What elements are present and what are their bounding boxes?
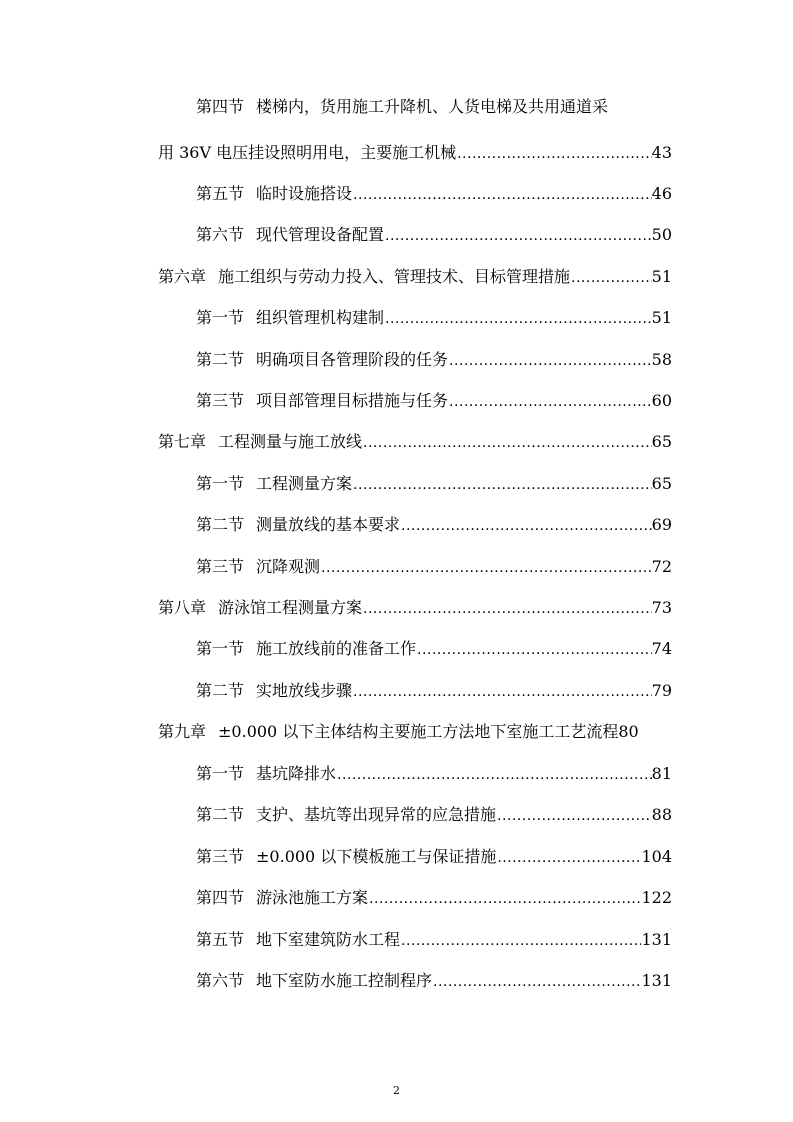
toc-leader-dots <box>448 392 652 411</box>
toc-leader-dots <box>400 516 652 535</box>
toc-entry-title: ±0.000 以下模板施工与保证措施 <box>256 847 497 866</box>
toc-leader-dots <box>352 185 652 204</box>
toc-chapter-number: 第八章 <box>158 598 207 617</box>
toc-entry-number: 第一节 <box>196 308 245 327</box>
toc-entry-number: 第一节 <box>196 639 245 658</box>
toc-entry[interactable] <box>196 681 672 701</box>
toc-entry-number: 第六节 <box>196 971 245 990</box>
toc-page-number: 51 <box>651 308 672 327</box>
toc-entry[interactable] <box>196 639 672 659</box>
toc-entry-number: 第三节 <box>196 557 245 576</box>
toc-page-number: 46 <box>651 184 672 203</box>
toc-entry-title: 沉降观测 <box>256 557 321 576</box>
toc-entry-number: 第四节 <box>196 97 245 116</box>
toc-page-number: 58 <box>651 350 672 369</box>
toc-chapter-title: 游泳馆工程测量方案 <box>218 598 363 617</box>
toc-page-number: 131 <box>641 930 672 949</box>
toc-chapter-number: 第七章 <box>158 432 207 451</box>
toc-entry-number: 第一节 <box>196 474 245 493</box>
toc-entry-number: 第五节 <box>196 930 245 949</box>
toc-entry-number: 第二节 <box>196 805 245 824</box>
toc-page-number: 81 <box>651 764 672 783</box>
toc-entry-number: 第二节 <box>196 515 245 534</box>
toc-page-number: 122 <box>641 888 672 907</box>
toc-leader-dots <box>368 889 641 908</box>
toc-entry[interactable] <box>196 805 672 825</box>
toc-leader-dots <box>384 309 652 328</box>
toc-entry-number: 第六节 <box>196 225 245 244</box>
toc-leader-dots <box>362 599 652 618</box>
toc-entry-title: 临时设施搭设 <box>256 184 353 203</box>
toc-entry[interactable] <box>196 888 672 908</box>
toc-leader-dots <box>456 144 652 163</box>
toc-leader-dots <box>570 268 652 287</box>
toc-page-number: 60 <box>651 391 672 410</box>
toc-leader-dots <box>352 682 652 701</box>
toc-entry-title: 项目部管理目标措施与任务 <box>256 391 449 410</box>
toc-entry-title: 基坑降排水 <box>256 764 337 783</box>
toc-entry-title: 支护、基坑等出现异常的应急措施 <box>256 805 497 824</box>
toc-entry-title-continued: 用 36V 电压挂设照明用电，主要施工机械 <box>158 143 457 162</box>
toc-entry[interactable] <box>196 764 672 784</box>
toc-page-number: 88 <box>651 805 672 824</box>
toc-entry[interactable] <box>196 391 672 411</box>
toc-leader-dots <box>336 765 652 784</box>
toc-entry-number: 第二节 <box>196 681 245 700</box>
page-number: 2 <box>393 1084 400 1097</box>
toc-entry-title: 楼梯内，货用施工升降机、人货电梯及共用通道采 <box>256 97 609 116</box>
toc-page-number: 104 <box>641 847 672 866</box>
toc-entry-title: 游泳池施工方案 <box>256 888 369 907</box>
toc-entry-title: 工程测量方案 <box>256 474 353 493</box>
toc-chapter[interactable] <box>158 722 639 742</box>
toc-page-number: 65 <box>651 432 672 451</box>
toc-leader-dots <box>496 806 652 825</box>
toc-chapter[interactable] <box>158 432 672 452</box>
toc-page-number: 43 <box>651 143 672 162</box>
toc-leader-dots <box>320 558 652 577</box>
toc-entry-number: 第二节 <box>196 350 245 369</box>
toc-entry-number: 第三节 <box>196 391 245 410</box>
toc-entry-title: 测量放线的基本要求 <box>256 515 401 534</box>
toc-page-number: 131 <box>641 971 672 990</box>
toc-entry-wrap-line1[interactable] <box>196 97 608 117</box>
toc-entry[interactable] <box>196 557 672 577</box>
toc-entry[interactable] <box>196 308 672 328</box>
toc-entry-title: 现代管理设备配置 <box>256 225 385 244</box>
toc-chapter-title: 施工组织与劳动力投入、管理技术、目标管理措施 <box>218 267 571 286</box>
toc-page-number: 73 <box>651 598 672 617</box>
toc-leader-dots <box>400 931 641 950</box>
toc-chapter-title: ±0.000 以下主体结构主要施工方法地下室施工工艺流程80 <box>218 722 639 741</box>
toc-chapter-title: 工程测量与施工放线 <box>218 432 363 451</box>
toc-chapter-number: 第九章 <box>158 722 207 741</box>
toc-page-number: 51 <box>651 267 672 286</box>
toc-leader-dots <box>448 351 652 370</box>
toc-entry[interactable] <box>196 474 672 494</box>
toc-entry-title: 地下室建筑防水工程 <box>256 930 401 949</box>
toc-page-number: 50 <box>651 225 672 244</box>
toc-entry-title: 地下室防水施工控制程序 <box>256 971 433 990</box>
toc-chapter[interactable] <box>158 267 672 287</box>
toc-chapter-number: 第六章 <box>158 267 207 286</box>
toc-entry-title: 施工放线前的准备工作 <box>256 639 417 658</box>
toc-page-number: 79 <box>651 681 672 700</box>
toc-entry-title: 明确项目各管理阶段的任务 <box>256 350 449 369</box>
toc-page-number: 72 <box>651 557 672 576</box>
toc-entry[interactable] <box>196 184 672 204</box>
toc-entry-title: 组织管理机构建制 <box>256 308 385 327</box>
toc-leader-dots <box>362 433 652 452</box>
toc-entry[interactable] <box>196 971 672 991</box>
toc-entry-wrap-line2[interactable] <box>158 143 672 163</box>
toc-entry-number: 第五节 <box>196 184 245 203</box>
toc-leader-dots <box>432 972 641 991</box>
toc-entry[interactable] <box>196 847 672 867</box>
toc-entry-number: 第一节 <box>196 764 245 783</box>
toc-entry[interactable] <box>196 350 672 370</box>
toc-page-number: 65 <box>651 474 672 493</box>
toc-chapter[interactable] <box>158 598 672 618</box>
toc-leader-dots <box>416 640 652 659</box>
toc-entry-number: 第三节 <box>196 847 245 866</box>
toc-leader-dots <box>384 226 652 245</box>
toc-leader-dots <box>352 475 652 494</box>
toc-page-number: 69 <box>651 515 672 534</box>
toc-entry-title: 实地放线步骤 <box>256 681 353 700</box>
toc-entry[interactable] <box>196 515 672 535</box>
toc-entry-number: 第四节 <box>196 888 245 907</box>
toc-leader-dots <box>496 848 641 867</box>
toc-entry[interactable] <box>196 225 672 245</box>
toc-entry[interactable] <box>196 930 672 950</box>
toc-page-number: 74 <box>651 639 672 658</box>
